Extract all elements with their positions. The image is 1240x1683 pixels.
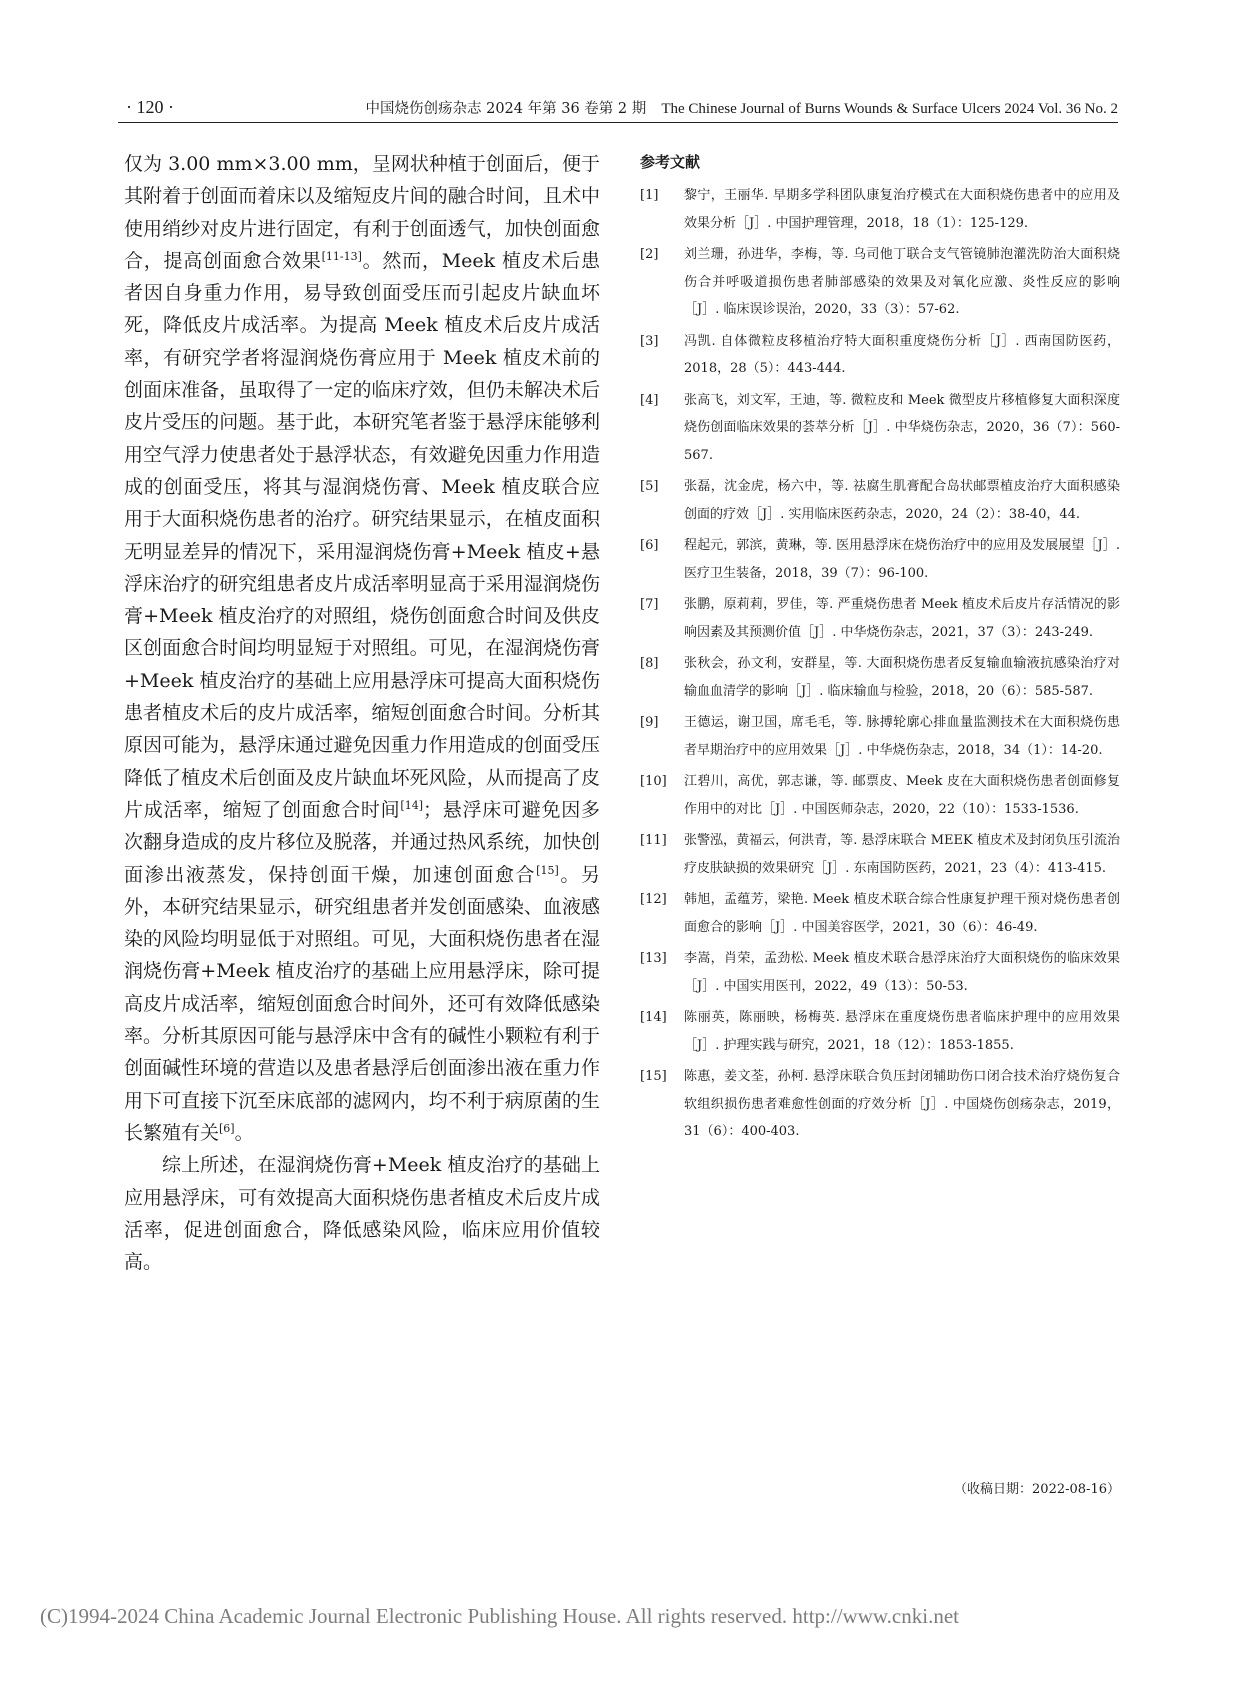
reference-item: [640, 1063, 1120, 1146]
paragraph-text: 。然而，Meek 植皮术后患者因自身重力作用，易导致创面受压而引起皮片缺血坏死，降低皮片成活率。为提高 Meek 植皮术后皮片成活率，有研究学者将湿润烧伤膏应用于 Meek 植皮术前的创面床准备，虽取得了一定的临床疗效，但仍未解决术后皮片受压的问题。基于此，本研究笔者鉴于悬浮床能够利用空气浮力使患者处于悬浮状态，有效避免因重力作用造成的创面受压，将其与湿润烧伤膏、Meek 植皮联合应用于大面积烧伤患者的治疗。研究结果显示，在植皮面积无明显差异的情况下，采用湿润烧伤膏+Meek 植皮+悬浮床治疗的研究组患者皮片成活率明显高于采用湿润烧伤膏+Meek 植皮治疗的对照组，烧伤创面愈合时间及供皮区创面愈合时间均明显短于对照组。可见，在湿润烧伤膏+Meek 植皮治疗的基础上应用悬浮床可提高大面积烧伤患者植皮术后的皮片成活率，缩短创面愈合时间。分析其原因可能为，悬浮床通过避免因重力作用造成的创面受压降低了植皮术后创面及皮片缺血坏死风险，从而提高了皮片成活率，缩短了创面愈合时间: [124, 249, 600, 821]
reference-text: 韩旭，孟蕴芳，梁艳. Meek 植皮术联合综合性康复护理干预对烧伤患者创面愈合的影响［J］. 中国美容医学，2021，30（6）：46-49.: [684, 892, 1120, 935]
reference-number: [7]: [640, 597, 659, 612]
reference-number: [11]: [640, 833, 667, 848]
citation: [6]: [219, 1121, 235, 1135]
references-section: [640, 152, 1120, 1150]
paragraph-text: 仅为 3.00 mm×3.00 mm，呈网状种植于创面后，便于其附着于创面而着床以及缩短皮片间的融合时间，且术中使用绡纱对皮片进行固定，有利于创面透气，加快创面愈合，提高创面愈合效果: [124, 153, 600, 272]
reference-text: 陈惠，姜文荃，孙柯. 悬浮床联合负压封闭辅助伤口闭合技术治疗烧伤复合软组织损伤患者难愈性创面的疗效分析［J］. 中国烧伤创疡杂志，2019，31（6）：400-403.: [684, 1069, 1120, 1139]
paragraph-text: 。另外，本研究结果显示，研究组患者并发创面感染、血液感染的风险均明显低于对照组。可见，大面积烧伤患者在湿润烧伤膏+Meek 植皮治疗的基础上应用悬浮床，除可提高皮片成活率，缩短创面愈合时间外，还可有效降低感染率。分析其原因可能与悬浮床中含有的碱性小颗粒有利于创面碱性环境的营造以及患者悬浮后创面渗出液在重力作用下可直接下沉至床底部的滤网内，均不利于病原菌的生长繁殖有关: [124, 863, 600, 1144]
copyright-footer: (C)1994-2024 China Academic Journal Electronic Publishing House. All rights reserved. http://www.cnki.net: [40, 1604, 959, 1628]
citation: [14]: [400, 798, 424, 812]
reference-number: [14]: [640, 1010, 667, 1025]
reference-number: [4]: [640, 392, 659, 408]
reference-text: 张高飞，刘文军，王迪，等. 微粒皮和 Meek 微型皮片移植修复大面积深度烧伤创面临床效果的荟萃分析［J］. 中华烧伤杂志，2020，36（7）：560-567.: [684, 392, 1120, 463]
reference-number: [10]: [640, 774, 667, 789]
reference-item: [640, 591, 1120, 646]
reference-text: 张秋会，孙文利，安群星，等. 大面积烧伤患者反复输血输液抗感染治疗对输血血清学的影响［J］. 临床输血与检验，2018，20（6）：585-587.: [684, 656, 1120, 699]
reference-item: [640, 328, 1120, 383]
reference-item: [640, 241, 1120, 324]
reference-text: 黎宁，王丽华. 早期多学科团队康复治疗模式在大面积烧伤患者中的应用及效果分析［J］. 中国护理管理，2018，18（1）：125-129.: [684, 188, 1120, 231]
reference-number: [6]: [640, 538, 659, 553]
journal-title-en: The Chinese Journal of Burns Wounds & Surface Ulcers 2024 Vol. 36 No. 2: [661, 101, 1118, 117]
reference-text: 王德运，谢卫国，席毛毛，等. 脉搏轮廓心排血量监测技术在大面积烧伤患者早期治疗中的应用效果［J］. 中华烧伤杂志，2018，34（1）：14-20.: [684, 715, 1120, 758]
reference-text: 陈丽英，陈丽映，杨梅英. 悬浮床在重度烧伤患者临床护理中的应用效果［J］. 护理实践与研究，2021，18（12）：1853-1855.: [684, 1010, 1120, 1053]
reference-item: [640, 182, 1120, 237]
reference-text: 刘兰珊，孙进华，李梅，等. 乌司他丁联合支气管镜肺泡灌洗防治大面积烧伤合并呼吸道损伤患者肺部感染的效果及对氧化应激、炎性反应的影响［J］. 临床误诊误治，2020，33（3）：57-62.: [684, 247, 1120, 317]
reference-number: [13]: [640, 951, 667, 966]
reference-number: [9]: [640, 715, 659, 730]
reference-text: 张鹏，原莉莉，罗佳，等. 严重烧伤患者 Meek 植皮术后皮片存活情况的影响因素及其预测价值［J］. 中华烧伤杂志，2021，37（3）：243-249.: [684, 597, 1120, 640]
reference-number: [15]: [640, 1069, 667, 1084]
reference-item: [640, 945, 1120, 1000]
reference-item: [640, 709, 1120, 764]
reference-text: 江碧川，高优，郭志谦，等. 邮票皮、Meek 皮在大面积烧伤患者创面修复作用中的对比［J］. 中国医师杂志，2020，22（10）：1533-1536.: [684, 774, 1120, 817]
conclusion-paragraph: 综上所述，在湿润烧伤膏+Meek 植皮治疗的基础上应用悬浮床，可有效提高大面积烧伤患者植皮术后皮片成活率，促进创面愈合，降低感染风险，临床应用价值较高。: [124, 1154, 600, 1274]
reference-number: [3]: [640, 333, 659, 349]
reference-number: [1]: [640, 188, 659, 203]
reference-text: 冯凯. 自体微粒皮移植治疗特大面积重度烧伤分析［J］. 西南国防医药，2018，28（5）：443-444.: [684, 333, 1120, 376]
reference-text: 程起元，郭滨，黄琳，等. 医用悬浮床在烧伤治疗中的应用及发展展望［J］. 医疗卫生装备，2018，39（7）：96-100.: [684, 538, 1120, 581]
reference-item: [640, 768, 1120, 823]
reference-number: [8]: [640, 656, 659, 671]
reference-text: 张磊，沈金虎，杨六中，等. 祛腐生肌膏配合岛状邮票植皮治疗大面积感染创面的疗效［J］. 实用临床医药杂志，2020，24（2）：38-40，44.: [684, 479, 1120, 522]
paragraph-text: 。: [234, 1121, 254, 1144]
received-date: （收稿日期：2022-08-16）: [954, 1482, 1120, 1497]
citation: [11-13]: [321, 249, 362, 263]
reference-item: [640, 650, 1120, 705]
paragraph-text: ；悬浮床可避免因多次翻身造成的皮片移位及脱落，并通过热风系统，加快创面渗出液蒸发，保持创面干燥，加速创面愈合: [124, 798, 600, 886]
journal-title-cn: 中国烧伤创疡杂志 2024 年第 36 卷第 2 期: [365, 101, 647, 117]
reference-item: [640, 1004, 1120, 1059]
reference-number: [2]: [640, 247, 659, 262]
citation: [15]: [536, 863, 559, 877]
reference-text: 张警泓，黄福云，何洪青，等. 悬浮床联合 MEEK 植皮术及封闭负压引流治疗皮肤缺损的效果研究［J］. 东南国防医药，2021，23（4）：413-415.: [684, 833, 1120, 876]
reference-item: [640, 532, 1120, 587]
page-number: · 120 ·: [126, 97, 174, 117]
reference-list: [640, 182, 1120, 1146]
reference-text: 李嵩，肖荣，孟劲松. Meek 植皮术联合悬浮床治疗大面积烧伤的临床效果［J］. 中国实用医刊，2022，49（13）：50-53.: [684, 951, 1120, 994]
body-text-column: [124, 148, 600, 1278]
body-paragraph: [124, 148, 600, 1149]
reference-item: [640, 886, 1120, 941]
reference-number: [12]: [640, 892, 667, 907]
reference-number: [5]: [640, 479, 659, 494]
page-header: [118, 96, 1118, 123]
reference-item: [640, 473, 1120, 528]
references-heading: 参考文献: [640, 153, 701, 171]
reference-item: [640, 827, 1120, 882]
running-title: [366, 97, 1119, 120]
reference-item: [640, 387, 1120, 470]
